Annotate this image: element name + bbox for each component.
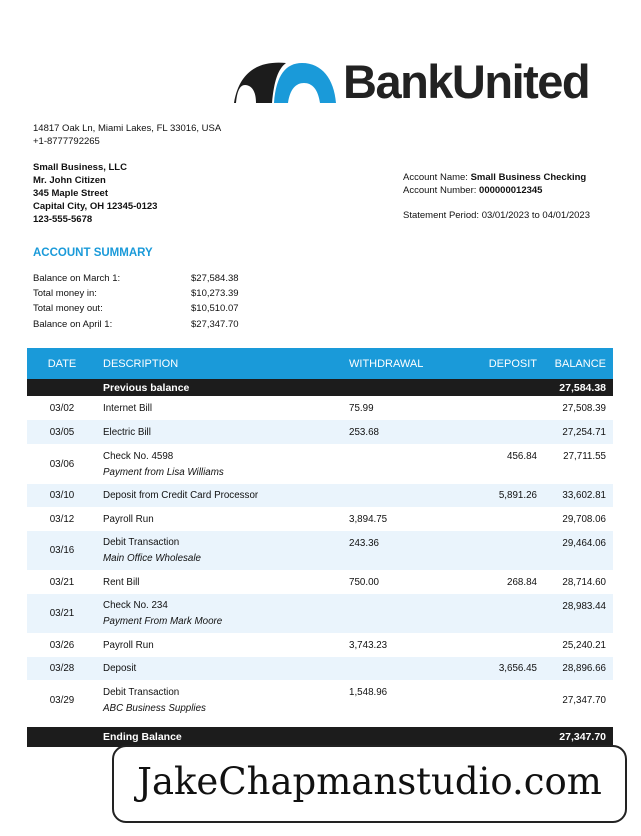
summary-row	[33, 303, 239, 314]
statement-period-value: 03/01/2023 to 04/01/2023	[481, 210, 590, 221]
customer-phone: 123-555-5678	[33, 214, 93, 225]
row-balance: 27,347.70	[539, 680, 613, 720]
row-balance: 27,711.55	[539, 444, 613, 484]
table-row	[27, 507, 613, 531]
row-balance: 28,896.66	[539, 657, 613, 680]
row-description: Deposit from Credit Card Processor	[97, 484, 349, 507]
row-description: Check No. 234	[103, 600, 168, 611]
account-number-label: Account Number:	[403, 185, 477, 196]
table-row	[27, 444, 613, 484]
row-date: 03/29	[27, 680, 97, 720]
row-subdescription: Main Office Wholesale	[103, 553, 202, 564]
statement-period-label: Statement Period:	[403, 210, 480, 221]
row-deposit	[449, 420, 539, 444]
account-number-line	[403, 184, 590, 197]
summary-row	[33, 288, 239, 299]
row-date: 03/06	[27, 444, 97, 484]
header-balance: BALANCE	[539, 348, 613, 379]
row-description: Payroll Run	[97, 633, 349, 657]
row-description-cell	[97, 680, 349, 720]
table-row	[27, 396, 613, 420]
row-deposit: 3,656.45	[449, 657, 539, 680]
row-description: Electric Bill	[97, 420, 349, 444]
row-description: Payroll Run	[97, 507, 349, 531]
row-balance: 25,240.21	[539, 633, 613, 657]
customer-street: 345 Maple Street	[33, 188, 108, 199]
row-date: 03/28	[27, 657, 97, 680]
customer-address	[33, 161, 157, 226]
row-balance: 29,708.06	[539, 507, 613, 531]
summary-label: Balance on March 1:	[33, 273, 121, 284]
bank-logo-mark-icon	[234, 61, 336, 103]
account-name-value: Small Business Checking	[470, 172, 587, 183]
header-deposit: DEPOSIT	[449, 348, 539, 379]
table-row	[27, 594, 613, 633]
summary-label: Total money in:	[33, 288, 97, 299]
ending-balance-row	[27, 727, 613, 747]
row-description: Debit Transaction	[103, 686, 180, 698]
row-withdrawal: 253.68	[349, 420, 449, 444]
row-description: Rent Bill	[97, 570, 349, 594]
row-withdrawal: 75.99	[349, 396, 449, 420]
account-name-label: Account Name:	[403, 172, 468, 183]
summary-value: $10,510.07	[191, 303, 239, 314]
customer-name: Mr. John Citizen	[33, 175, 106, 186]
account-name-line	[403, 171, 590, 184]
account-summary-title: ACCOUNT SUMMARY	[33, 247, 153, 259]
table-row	[27, 420, 613, 444]
row-date: 03/12	[27, 507, 97, 531]
row-date: 03/21	[27, 570, 97, 594]
row-withdrawal	[349, 444, 449, 484]
previous-balance-row	[27, 379, 613, 396]
bank-address-line: 14817 Oak Ln, Miami Lakes, FL 33016, USA	[33, 123, 222, 134]
row-deposit	[449, 507, 539, 531]
row-date: 03/16	[27, 531, 97, 570]
row-balance: 27,508.39	[539, 396, 613, 420]
row-description: Deposit	[97, 657, 349, 680]
row-balance: 27,254.71	[539, 420, 613, 444]
row-date: 03/21	[27, 594, 97, 633]
transactions-table	[27, 348, 613, 720]
summary-value: $10,273.39	[191, 288, 239, 299]
row-date: 03/10	[27, 484, 97, 507]
row-withdrawal: 3,894.75	[349, 507, 449, 531]
table-row	[27, 657, 613, 680]
row-description: Debit Transaction	[103, 537, 180, 548]
row-withdrawal: 243.36	[349, 531, 449, 570]
row-withdrawal	[349, 657, 449, 680]
ending-balance-label: Ending Balance	[103, 731, 182, 743]
row-subdescription: ABC Business Supplies	[103, 702, 206, 714]
table-row	[27, 484, 613, 507]
bank-logo-text: BankUnited	[343, 55, 590, 108]
row-deposit: 5,891.26	[449, 484, 539, 507]
row-withdrawal	[349, 594, 449, 633]
row-description-cell	[97, 444, 349, 484]
row-deposit	[449, 680, 539, 720]
account-info	[403, 171, 590, 222]
summary-value: $27,584.38	[191, 273, 239, 284]
row-deposit	[449, 594, 539, 633]
ending-balance-value: 27,347.70	[559, 731, 606, 743]
row-date: 03/26	[27, 633, 97, 657]
customer-city: Capital City, OH 12345-0123	[33, 201, 158, 212]
row-description-cell	[97, 531, 349, 570]
row-withdrawal: 1,548.96	[349, 680, 449, 720]
row-subdescription: Payment From Mark Moore	[103, 616, 223, 627]
row-subdescription: Payment from Lisa Williams	[103, 466, 224, 478]
statement-period-line	[403, 209, 590, 222]
header-description: DESCRIPTION	[97, 348, 349, 379]
summary-row	[33, 273, 239, 284]
row-description: Check No. 4598	[103, 450, 174, 462]
row-balance: 33,602.81	[539, 484, 613, 507]
bank-phone: +1-8777792265	[33, 136, 100, 147]
summary-label: Total money out:	[33, 303, 103, 314]
row-deposit	[449, 396, 539, 420]
row-balance: 28,983.44	[539, 594, 613, 633]
summary-label: Balance on April 1:	[33, 319, 113, 330]
account-number-value: 000000012345	[479, 185, 543, 196]
row-balance: 28,714.60	[539, 570, 613, 594]
header-withdrawal: WITHDRAWAL	[349, 348, 449, 379]
row-date: 03/02	[27, 396, 97, 420]
customer-company: Small Business, LLC	[33, 162, 127, 173]
row-deposit: 456.84	[449, 444, 539, 484]
row-deposit	[449, 633, 539, 657]
watermark-banner: JakeChapmanstudio.com	[112, 745, 627, 823]
header-date: DATE	[27, 348, 97, 379]
row-balance: 29,464.06	[539, 531, 613, 570]
table-row	[27, 680, 613, 720]
previous-balance-label: Previous balance	[97, 379, 349, 396]
row-withdrawal: 3,743.23	[349, 633, 449, 657]
row-withdrawal: 750.00	[349, 570, 449, 594]
row-description: Internet Bill	[97, 396, 349, 420]
table-row	[27, 531, 613, 570]
row-withdrawal	[349, 484, 449, 507]
row-date: 03/05	[27, 420, 97, 444]
summary-value: $27,347.70	[191, 319, 239, 330]
bank-address	[33, 122, 221, 148]
table-row	[27, 633, 613, 657]
table-header-row	[27, 348, 613, 379]
row-deposit	[449, 531, 539, 570]
previous-balance-value: 27,584.38	[539, 379, 613, 396]
summary-row	[33, 319, 239, 330]
table-row	[27, 570, 613, 594]
row-description-cell	[97, 594, 349, 633]
row-deposit: 268.84	[449, 570, 539, 594]
